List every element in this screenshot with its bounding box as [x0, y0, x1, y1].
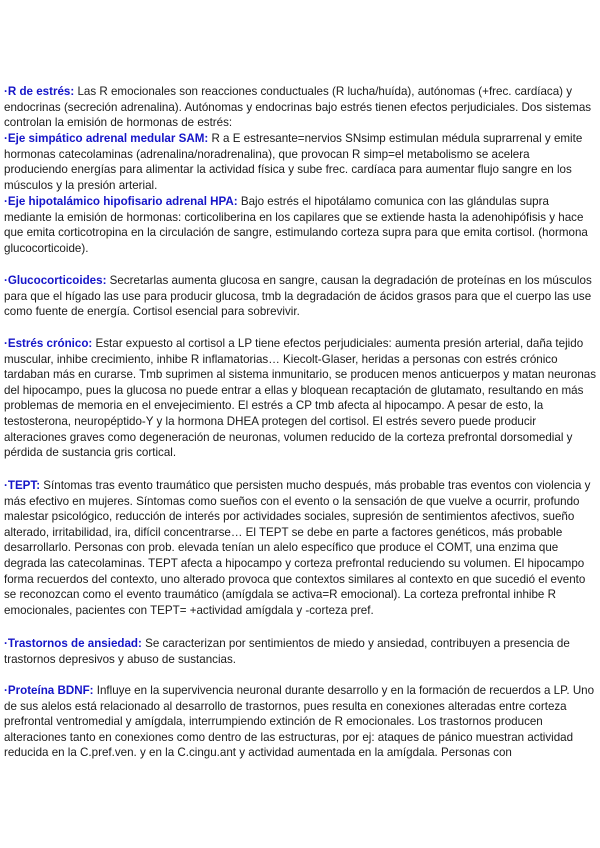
text-r-estres: Las R emocionales son reacciones conductuales (R lucha/huída), autónomas (+frec. cardíaca) y endocrinas (secreción adrenalina). Autónomas y endocrinas bajo estrés tienen efectos perjudiciales. Dos sistemas controlan la emisión de hormonas de estrés:: [4, 85, 592, 130]
text-trastornos-ansiedad: Se caracterizan por sentimientos de miedo y ansiedad, contribuyen a presencia de trastornos depresivos y abuso de sustancias.: [4, 637, 570, 666]
section-trastornos-ansiedad: [4, 636, 596, 667]
text-eje-sam: R a E estresante=nervios SNsimp estimulan médula suprarrenal y emite hormonas catecolaminas (adrenalina/noradrenalina), que provocan R simp=el metabolismo se acelera produciendo energías para alimentar la actividad física y sube frec. cardíaca para aumentar flujo sangre en los músculos y la presión arterial.: [4, 132, 583, 192]
term-eje-hpa: ·Eje hipotalámico hipofisario adrenal HPA:: [4, 195, 238, 208]
section-estres-cronico: [4, 336, 596, 461]
text-glucocorticoides: Secretarlas aumenta glucosa en sangre, causan la degradación de proteínas en los músculos para que el hígado las use para producir glucosa, tmb la degradación de ácidos grasos para que el cuerpo las use como fuente de energía. Cortisol esencial para sobrevivir.: [4, 274, 592, 319]
term-estres-cronico: ·Estrés crónico:: [4, 337, 93, 350]
section-r-estres: [4, 84, 596, 131]
section-glucocorticoides: [4, 273, 596, 320]
section-eje-hpa: [4, 194, 596, 256]
text-proteina-bdnf: Influye en la supervivencia neuronal durante desarrollo y en la formación de recuerdos a LP. Uno de sus alelos está relacionado al desarrollo de trastornos, pues resulta en conexiones alteradas entre corteza prefrontal ventromedial y amígdala, interrumpiendo extinción de R emocionales. Los trastornos producen alteraciones tanto en conexiones como dentro de las estructuras, por ej: ataques de pánico muestran actividad reducida en la C.pref.ven. y en la C.cingu.ant y actividad aumentada en la amígdala. Personas con: [4, 684, 595, 760]
text-eje-hpa: Bajo estrés el hipotálamo comunica con las glándulas supra mediante la emisión de hormonas: corticoliberina en los capilares que se extiende hasta la adenohipófisis y hace que emita corticotropina en la circulación de sangre, estimulando corteza supra para que emita cortisol. (hormona glucocorticoide).: [4, 195, 588, 255]
section-proteina-bdnf: [4, 683, 596, 761]
term-r-estres: ·R de estrés:: [4, 85, 75, 98]
term-glucocorticoides: ·Glucocorticoides:: [4, 274, 107, 287]
term-proteina-bdnf: ·Proteína BDNF:: [4, 684, 94, 697]
term-trastornos-ansiedad: ·Trastornos de ansiedad:: [4, 637, 142, 650]
term-eje-sam: ·Eje simpático adrenal medular SAM:: [4, 132, 209, 145]
text-estres-cronico: Estar expuesto al cortisol a LP tiene efectos perjudiciales: aumenta presión arterial, daña tejido muscular, inhibe crecimiento, inhibe R inflamatorias… Kiecolt-Glaser, heridas a personas con estrés crónico tardaban más en curarse. Tmb suprimen al sistema inmunitario, se producen menos anticuerpos y matan neuronas del hipocampo, pues la glucosa no puede entrar a ellas y bloquean recaptación de glutamato, resultando en más problemas de memoria en el envejecimiento. El estrés a CP tmb afecta al hipocampo. A pesar de esto, la testosterona, neuropéptido-Y y la hormona DHEA protegen del cortisol. El estrés severo puede producir alteraciones graves como degeneración de neuronas, volumen reducido de la corteza prefrontal dorsomedial y pérdida de sustancia gris cortical.: [4, 337, 597, 460]
section-eje-sam: [4, 131, 596, 193]
section-tept: [4, 478, 596, 618]
text-tept: Síntomas tras evento traumático que persisten mucho después, más probable tras eventos con violencia y más efectivo en mujeres. Síntomas como sueños con el evento o la sensación de que vuelve a ocurrir, profundo malestar psicológico, reducción de interés por actividades sociales, supresión de sentimientos afectivos, sueño alterado, irritabilidad, ira, difícil concentrarse… El TEPT se debe en parte a factores genéticos, más probable desarrollarlo. Personas con prob. elevada tenían un alelo específico que produce el COMT, una enzima que degrada las catecolaminas. TEPT afecta a hipocampo y corteza prefrontal reduciendo su volumen. El hipocampo forma recuerdos del contexto, uno alterado provoca que contextos similares al contexto en que sucedió el evento se reconozcan como el evento traumático (amígdala se activa=R emocional). La corteza prefrontal inhibe R emocionales, pacientes con TEPT= +actividad amígdala y -corteza pref.: [4, 479, 591, 617]
term-tept: ·TEPT:: [4, 479, 41, 492]
